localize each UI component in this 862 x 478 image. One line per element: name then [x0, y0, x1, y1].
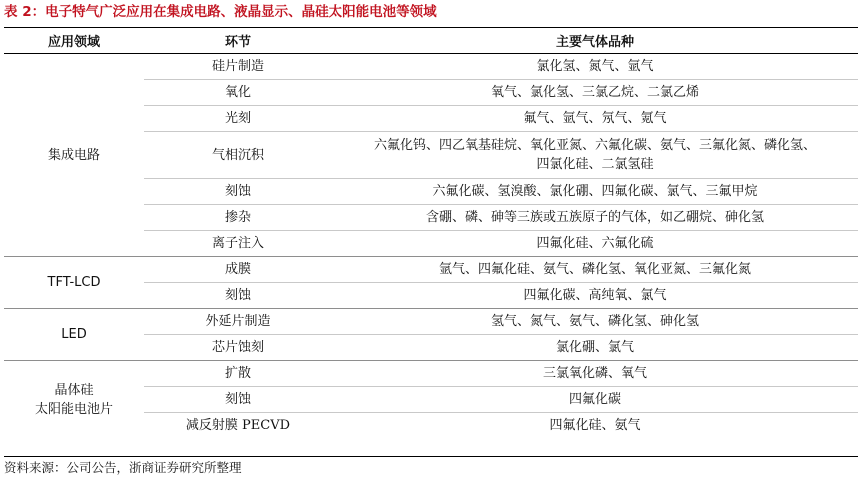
table-header-row	[4, 28, 858, 54]
gases-text: 四氟化碳	[568, 392, 621, 407]
stage-cell: 芯片蚀刻	[144, 335, 332, 361]
field-cell	[4, 361, 144, 439]
stage-cell: 减反射膜 PECVD	[185, 418, 291, 433]
header-stage: 环节	[144, 28, 332, 54]
stage-cell: 扩散	[144, 361, 332, 387]
stage-cell: 成膜	[144, 257, 332, 283]
stage-cell: 外延片制造	[144, 309, 332, 335]
header-field: 应用领域	[4, 28, 144, 54]
stage-cell: 刻蚀	[144, 387, 332, 413]
field-label: 太阳能电池片	[34, 401, 113, 417]
stage-cell: 硅片制造	[144, 54, 332, 80]
field-cell	[4, 54, 144, 257]
stage-cell: 刻蚀	[144, 283, 332, 309]
gases-cell	[332, 283, 858, 309]
gases-cell	[332, 309, 858, 335]
gases-cell	[332, 257, 858, 283]
gases-text: 四氟化硅、氨气	[549, 418, 641, 433]
gases-text: 六氟化碳、氢溴酸、氯化硼、四氟化碳、氯气、三氟甲烷	[432, 184, 758, 199]
table-bottom-rule	[4, 456, 858, 457]
header-gases: 主要气体品种	[332, 28, 858, 54]
gases-text: 含硼、磷、砷等三族或五族原子的气体，如乙硼烷、砷化氢	[425, 210, 764, 225]
stage-cell: 离子注入	[144, 231, 332, 257]
gases-text: 氯化氢、氮气、氩气	[536, 59, 654, 74]
field-cell	[4, 309, 144, 361]
gases-cell	[332, 106, 858, 132]
stage-cell: 掺杂	[144, 205, 332, 231]
table-caption: 表 2：电子特气广泛应用在集成电路、液晶显示、晶硅太阳能电池等领域	[4, 4, 437, 20]
table-row	[4, 54, 858, 80]
table-row	[4, 309, 858, 335]
gases-text: 氧气、氯化氢、三氯乙烷、二氯乙烯	[490, 85, 699, 100]
field-label: LED	[61, 327, 87, 342]
table-body	[4, 54, 858, 439]
table-row	[4, 257, 858, 283]
gases-cell	[332, 231, 858, 257]
gas-application-table	[4, 28, 858, 438]
stage-cell: 氧化	[144, 80, 332, 106]
gases-text: 四氯化硅、二氯氢硅	[536, 157, 654, 172]
field-cell	[4, 257, 144, 309]
gases-cell	[332, 335, 858, 361]
gases-cell	[332, 132, 858, 179]
stage-cell: 光刻	[144, 106, 332, 132]
gases-cell	[332, 361, 858, 387]
gases-cell	[332, 413, 858, 439]
gases-cell	[332, 387, 858, 413]
field-label: 晶体硅	[54, 382, 94, 398]
gases-cell	[332, 54, 858, 80]
gases-text: 氟气、氩气、氖气、氪气	[523, 111, 667, 126]
stage-cell: 气相沉积	[144, 132, 332, 179]
gases-text: 氯化硼、氯气	[555, 340, 634, 355]
source-note: 资料来源：公司公告，浙商证券研究所整理	[4, 460, 242, 475]
gases-cell	[332, 179, 858, 205]
gases-text: 六氟化钨、四乙氧基硅烷、氧化亚氮、六氟化碳、氨气、三氟化氮、磷化氢、	[373, 138, 816, 153]
gases-text: 氢气、氮气、氨气、磷化氢、砷化氢	[490, 314, 699, 329]
gases-text: 氩气、四氟化硅、氨气、磷化氢、氧化亚氮、三氟化氮	[438, 262, 751, 277]
gases-text: 三氯氧化磷、氧气	[542, 366, 647, 381]
gases-text: 四氟化硅、六氟化硫	[536, 236, 654, 251]
gases-text: 四氟化碳、高纯氧、氯气	[523, 288, 667, 303]
gases-cell	[332, 80, 858, 106]
table-row	[4, 361, 858, 387]
field-label: 集成电路	[47, 147, 100, 163]
field-label: TFT-LCD	[47, 275, 101, 290]
stage-cell: 刻蚀	[144, 179, 332, 205]
gases-cell	[332, 205, 858, 231]
